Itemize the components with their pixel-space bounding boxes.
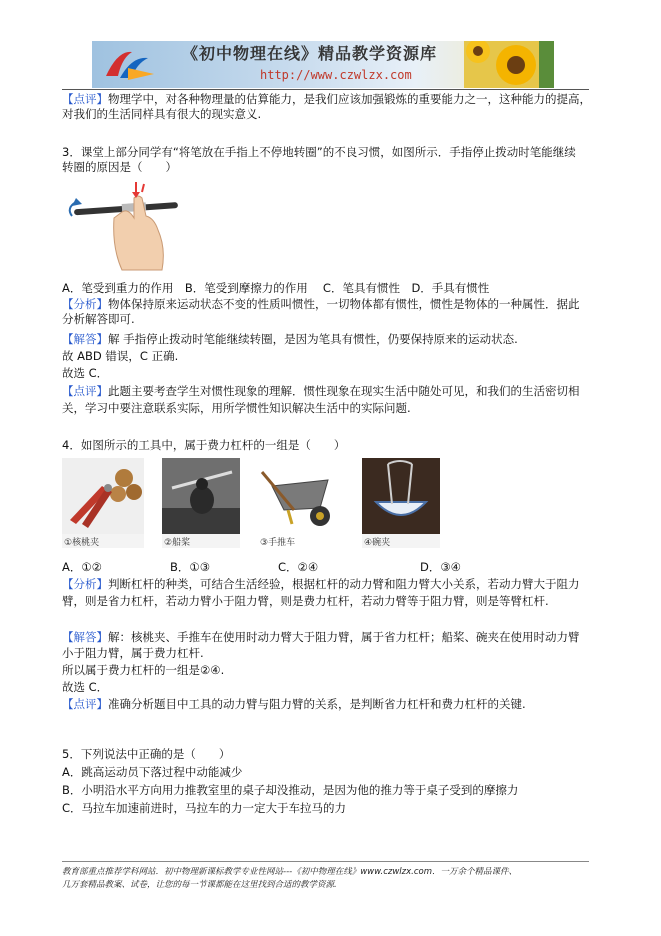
q3-stem-line1: 3．课堂上部分同学有“将笔放在手指上不停地转圈”的不良习惯，如图所示．手指停止拨动时笔能继续 bbox=[62, 145, 576, 159]
q4-analysis-line2: 臂，则是省力杠杆，若动力臂小于阻力臂，则是费力杠杆，若动力臂等于阻力臂，则是等臂杠杆. bbox=[62, 594, 549, 608]
header-banner bbox=[92, 41, 554, 88]
q4-answer-line4: 故选 C． bbox=[62, 680, 109, 694]
q3-review-line2: 关，学习中要注意联系实际，用所学惯性知识解决生活中的实际问题. bbox=[62, 401, 411, 415]
site-logo bbox=[98, 46, 158, 84]
hand-pen-icon bbox=[62, 178, 180, 276]
q3-answer-line1: 【解答】解 手指停止拨动时笔能继续转圈，是因为笔具有惯性，仍要保持原来的运动状态. bbox=[62, 332, 518, 346]
q2-review-line1: 【点评】物理学中，对各种物理量的估算能力，是我们应该加强锻炼的重要能力之一，这种能力的提高， bbox=[62, 92, 591, 106]
q5-option-b: B．小明沿水平方向用力推教室里的桌子却没推动，是因为他的推力等于桌子受到的摩擦力 bbox=[62, 783, 519, 797]
q2-review-line2: 对我们的生活同样具有很大的现实意义. bbox=[62, 107, 262, 121]
q4-caption-2: ②船桨 bbox=[164, 538, 191, 548]
q3-answer-line2: 故 ABD 错误，C 正确. bbox=[62, 349, 179, 363]
header-rule bbox=[62, 89, 589, 90]
q3-stem-line2: 转圈的原因是（ ） bbox=[62, 160, 177, 174]
q4-answer-line2: 小于阻力臂，属于费力杠杆. bbox=[62, 646, 204, 660]
review-tag: 【点评】 bbox=[62, 92, 108, 106]
q4-stem: 4．如图所示的工具中，属于费力杠杆的一组是（ ） bbox=[62, 438, 346, 452]
q4-option-a: A．①② bbox=[62, 560, 102, 574]
footer-line1: 教育部重点推荐学科网站．初中物理新课标教学专业性网站---《初中物理在线》www.czwlzx.com．一万余个精品课件、 bbox=[62, 867, 518, 877]
q3-analysis-line2: 分析解答即可. bbox=[62, 312, 135, 326]
q4-review-line1: 【点评】准确分析题目中工具的动力臂与阻力臂的关系，是判断省力杠杆和费力杠杆的关键. bbox=[62, 697, 526, 711]
q4-caption-4: ④碗夹 bbox=[364, 538, 391, 548]
q3-answer-line3: 故选 C． bbox=[62, 366, 109, 380]
pen-spinning-figure bbox=[62, 178, 180, 276]
paddle-photo bbox=[162, 458, 240, 548]
q4-answer-line3: 所以属于费力杠杆的一组是②④. bbox=[62, 663, 225, 677]
wheelbarrow-photo bbox=[258, 458, 346, 548]
bowl-clip-icon bbox=[362, 458, 440, 534]
q5-stem: 5．下列说法中正确的是（ ） bbox=[62, 747, 231, 761]
q4-caption-1: ①核桃夹 bbox=[64, 538, 100, 548]
q3-review-line1: 【点评】此题主要考查学生对惯性现象的理解．惯性现象在现实生活中随处可见，和我们的生活密切相 bbox=[62, 384, 580, 398]
nutcracker-photo bbox=[62, 458, 144, 548]
footer-line2: 几万套精品教案、试卷，让您的每一节课都能在这里找到合适的教学资源. bbox=[62, 880, 337, 890]
q3-analysis-line1: 【分析】物体保持原来运动状态不变的性质叫惯性，一切物体都有惯性，惯性是物体的一种属性．据此 bbox=[62, 297, 580, 311]
rowing-icon bbox=[162, 458, 240, 534]
q4-option-b: B．①③ bbox=[170, 560, 211, 574]
header-title: 《初中物理在线》精品教学资源库 bbox=[182, 44, 438, 63]
wheelbarrow-icon bbox=[258, 458, 346, 534]
q4-answer-line1: 【解答】解：核桃夹、手推车在使用时动力臂大于阻力臂，属于省力杠杆；船桨、碗夹在使用时动力臂 bbox=[62, 630, 580, 644]
q4-caption-3: ③手推车 bbox=[260, 538, 296, 548]
header-url[interactable]: http://www.czwlzx.com bbox=[260, 68, 412, 82]
sunflower-image bbox=[464, 41, 554, 88]
q5-option-a: A．跳高运动员下落过程中动能减少 bbox=[62, 765, 243, 779]
nutcracker-icon bbox=[62, 458, 144, 534]
footer-rule bbox=[62, 861, 589, 862]
q4-option-d: D．③④ bbox=[420, 560, 461, 574]
q4-option-c: C．②④ bbox=[278, 560, 319, 574]
q5-option-c: C．马拉车加速前进时，马拉车的力一定大于车拉马的力 bbox=[62, 801, 347, 815]
q3-options: A．笔受到重力的作用 B．笔受到摩擦力的作用 C．笔具有惯性 D．手具有惯性 bbox=[62, 281, 490, 295]
bowl-clip-photo bbox=[362, 458, 440, 548]
q4-analysis-line1: 【分析】判断杠杆的种类，可结合生活经验，根据杠杆的动力臂和阻力臂大小关系，若动力臂大于阻力 bbox=[62, 577, 580, 591]
